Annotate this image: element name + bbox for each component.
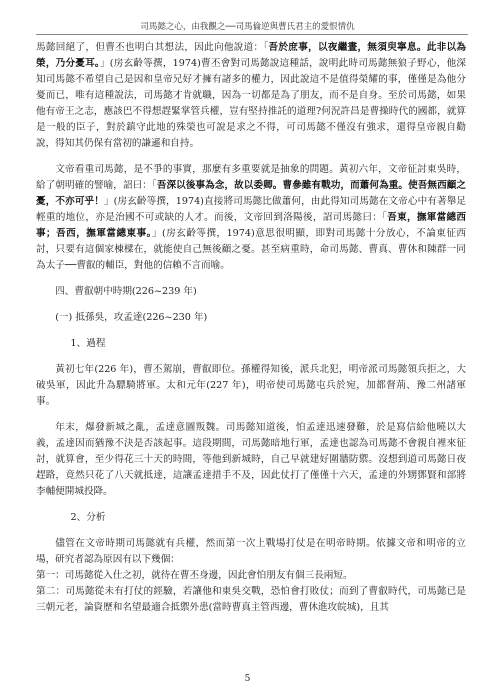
text: 馬懿回絕了，但曹丕也明白其想法，因此向他說道：「 <box>36 42 269 53</box>
subsection-heading: (一) 抵孫吳，攻孟達(226~230 年) <box>55 312 208 323</box>
item-heading: 2、分析 <box>70 512 106 523</box>
page-body <box>36 40 466 616</box>
text: 」(房玄齡等撰，1974)意思很明顯，即對司馬懿十分放心，不論東征西討，只要有這個家棟樑在，就能使自己無後顧之憂。甚至病重時，命司馬懿、曹真、曹休和陳群一同為太子──曹叡的輔臣，對他的信賴不言而喻。 <box>36 228 467 271</box>
list-line-2: 第二：司馬懿從未有打仗的經驗，若讓他和東吳交戰，恐怕會打敗仗；而到了曹叡時代，司馬懿已是三朝元老，論資歷和名望最適合抵禦外患(當時曹真主管西邊，曹休進攻皖城)，且其 <box>36 586 466 613</box>
quote-bold: 吾於庶事，以夜繼晝，無須臾寧息。此非以為榮，乃分憂耳。 <box>36 42 467 69</box>
text: 」(房玄齡等撰，1974)曹丕會對司馬懿說這種話，說明此時司馬懿無狼子野心，他深知司馬懿不希望自己是因和皇帝兄好才擁有諸多的權力，因此說這不是值得榮耀的事，僅僅是為他分憂而已，唯有這種說法，司馬懿才肯就職，因為一切都是為了朋友，而不是自身。至於司馬懿，如果他有帝王之志，應該巴不得想趕緊掌管兵權，豈有堅持推託的道理?何況許昌是曹操時代的國都，就算是一般的臣子，對於鎮守此地的殊榮也可說是求之不得，可司馬懿不僅沒有強求，還得皇帝親自勸說，得知其仍保有當初的謙遜和自持。 <box>36 58 466 149</box>
text: 」(房玄齡等撰，1974)直接將司馬懿比做蕭何，由此得知司馬懿在文帝心中有著舉足輕重的地位，亦是治國不可或缺的人才。而後，文帝回到洛陽後，詔司馬懿曰：「 <box>36 196 466 223</box>
page-number: 5 <box>244 674 251 684</box>
item-heading: 1、過程 <box>70 338 106 349</box>
list-line-1: 第一：司馬懿從入仕之初，就待在曹丕身邊，因此會怕朋友有個三長兩短。 <box>36 570 353 581</box>
paragraph-3: 黃初七年(226 年)，曹丕駕崩，曹叡即位。孫權得知後，派兵北犯，明帝派司馬懿領兵拒之，大破吳軍，因此升為驃騎將軍。太和元年(227 年)，明帝使司馬懿屯兵於宛，加都督荊、豫二州諸軍事。 <box>36 364 466 407</box>
quote-bold: 吾深以後事為念，故以委卿。曹參雖有戰功，而蕭何為重。使吾無西顧之憂，不亦可乎！ <box>36 180 466 207</box>
paragraph-5: 儘管在文帝時期司馬懿就有兵權，然而第一次上戰場打仗是在明帝時期。依據文帝和明帝的立場，研究者認為原因有以下幾個： <box>36 538 466 565</box>
paragraph-1 <box>36 40 466 152</box>
section-heading: 四、曹叡朝中時期(226~239 年) <box>55 286 197 297</box>
header-rule <box>36 34 468 35</box>
paragraph-4: 年末，爆發新城之亂，孟達意圖叛魏。司馬懿知道後，怕孟達迅速發難，於是寫信給他曉以大義，孟達因而猶豫不決是否該起事。這段期間，司馬懿暗地行軍，孟達也認為司馬懿不會親自裡來征討，就算會，至少得花三十天的時間，等他到新城時，自己早就建好圍牆防禦。沒想到道司馬懿日夜趕路，竟然只花了八天就抵達，這讓孟達措手不及，因此仗打了僅僅十六天，孟達的外甥鄧賢和部將李輔便開城投降。 <box>36 422 466 497</box>
running-header: 司馬懿之心，由我觀之──司馬倫逆與曹氏君主的愛恨情仇 <box>140 22 355 32</box>
quote-bold: 吾東，撫軍當總西事；吾西，撫軍當總東事。 <box>36 212 467 239</box>
text: 文帝看重司馬懿，是不爭的事實，那麼有多重要就是抽象的問題。黃初六年，文帝征討東吳時，給了朝明確的譬喻，詔曰：「 <box>36 164 466 191</box>
paragraph-2 <box>36 162 466 274</box>
